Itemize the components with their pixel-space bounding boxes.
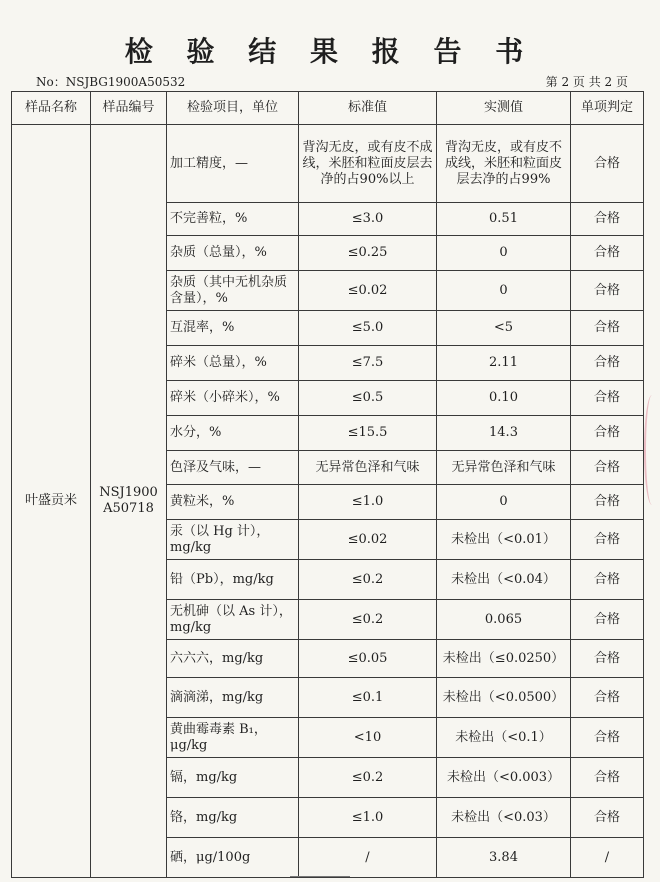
report-number: No：NSJBG1900A50532 [36, 75, 186, 89]
table-header-row [12, 92, 644, 125]
measured-value-cell: 0 [437, 271, 571, 311]
measured-value-cell: 未检出（<0.03） [437, 798, 571, 838]
sample-name-cell: 叶盛贡米 [12, 125, 91, 878]
test-item-cell: 不完善粒，% [167, 203, 299, 236]
sample-id-cell [91, 125, 167, 878]
sample-id-line-2: A50718 [103, 501, 154, 516]
test-item-cell: 碎米（总量），% [167, 346, 299, 381]
standard-value-cell: ≤0.05 [299, 640, 437, 678]
test-item-cell: 色泽及气味，— [167, 451, 299, 485]
measured-value-cell: 未检出（<0.04） [437, 560, 571, 600]
header-measured-value: 实测值 [437, 92, 571, 125]
judgement-cell: 合格 [571, 520, 644, 560]
test-item-cell: 汞（以 Hg 计），mg/kg [167, 520, 299, 560]
judgement-cell: 合格 [571, 485, 644, 520]
judgement-cell: / [571, 838, 644, 878]
measured-value-cell: 未检出（<0.0500） [437, 678, 571, 718]
judgement-cell: 合格 [571, 798, 644, 838]
judgement-cell: 合格 [571, 416, 644, 451]
judgement-cell: 合格 [571, 560, 644, 600]
measured-value-cell: 0.51 [437, 203, 571, 236]
test-item-cell: 黄曲霉毒素 B₁，μg/kg [167, 718, 299, 758]
judgement-cell: 合格 [571, 236, 644, 271]
report-title: 检 验 结 果 报 告 书 [124, 35, 536, 68]
measured-value-cell: 未检出（<0.003） [437, 758, 571, 798]
judgement-cell: 合格 [571, 271, 644, 311]
standard-value-cell: ≤0.2 [299, 560, 437, 600]
standard-value-cell: ≤0.2 [299, 758, 437, 798]
judgement-cell: 合格 [571, 678, 644, 718]
test-item-cell: 碎米（小碎米），% [167, 381, 299, 416]
judgement-cell: 合格 [571, 600, 644, 640]
measured-value-cell: 14.3 [437, 416, 571, 451]
judgement-cell: 合格 [571, 311, 644, 346]
judgement-cell: 合格 [571, 451, 644, 485]
standard-value-cell: 无异常色泽和气味 [299, 451, 437, 485]
page-indicator: 第 2 页 共 2 页 [545, 75, 628, 89]
standard-value-cell: ≤0.02 [299, 520, 437, 560]
judgement-cell: 合格 [571, 758, 644, 798]
header-sample-name: 样品名称 [12, 92, 91, 125]
measured-value-cell: <5 [437, 311, 571, 346]
measured-value-cell: 背沟无皮，或有皮不成线，米胚和粒面皮层去净的占99% [437, 125, 571, 203]
judgement-cell: 合格 [571, 381, 644, 416]
measured-value-cell: 3.84 [437, 838, 571, 878]
test-item-cell: 铬，mg/kg [167, 798, 299, 838]
test-item-cell: 镉，mg/kg [167, 758, 299, 798]
standard-value-cell: ≤1.0 [299, 485, 437, 520]
measured-value-cell: 未检出（<0.01） [437, 520, 571, 560]
measured-value-cell: 未检出（<0.1） [437, 718, 571, 758]
standard-value-cell: ≤7.5 [299, 346, 437, 381]
test-item-cell: 杂质（总量），% [167, 236, 299, 271]
judgement-cell: 合格 [571, 718, 644, 758]
test-item-cell: 硒，μg/100g [167, 838, 299, 878]
standard-value-cell: ≤15.5 [299, 416, 437, 451]
test-item-cell: 铅（Pb），mg/kg [167, 560, 299, 600]
test-item-cell: 黄粒米，% [167, 485, 299, 520]
measured-value-cell: 无异常色泽和气味 [437, 451, 571, 485]
measured-value-cell: 0.065 [437, 600, 571, 640]
standard-value-cell: ≤0.2 [299, 600, 437, 640]
test-item-cell: 杂质（其中无机杂质含量），% [167, 271, 299, 311]
measured-value-cell: 2.11 [437, 346, 571, 381]
judgement-cell: 合格 [571, 346, 644, 381]
standard-value-cell: ≤1.0 [299, 798, 437, 838]
header-test-item: 检验项目，单位 [167, 92, 299, 125]
standard-value-cell: / [299, 838, 437, 878]
test-item-cell: 水分，% [167, 416, 299, 451]
measured-value-cell: 0.10 [437, 381, 571, 416]
inspection-results-table [11, 91, 644, 878]
table-row [12, 125, 644, 203]
standard-value-cell: ≤3.0 [299, 203, 437, 236]
test-item-cell: 六六六，mg/kg [167, 640, 299, 678]
standard-value-cell: 背沟无皮，或有皮不成线，米胚和粒面皮层去净的占90%以上 [299, 125, 437, 203]
measured-value-cell: 未检出（≤0.0250） [437, 640, 571, 678]
judgement-cell: 合格 [571, 203, 644, 236]
standard-value-cell: ≤5.0 [299, 311, 437, 346]
standard-value-cell: ≤0.5 [299, 381, 437, 416]
judgement-cell: 合格 [571, 125, 644, 203]
test-item-cell: 互混率，% [167, 311, 299, 346]
judgement-cell: 合格 [571, 640, 644, 678]
standard-value-cell: <10 [299, 718, 437, 758]
measured-value-cell: 0 [437, 236, 571, 271]
red-seal-stamp [644, 395, 660, 505]
footer-mark [290, 876, 350, 881]
test-item-cell: 无机砷（以 As 计），mg/kg [167, 600, 299, 640]
standard-value-cell: ≤0.1 [299, 678, 437, 718]
header-judgement: 单项判定 [571, 92, 644, 125]
test-item-cell: 滴滴涕，mg/kg [167, 678, 299, 718]
header-standard-value: 标准值 [299, 92, 437, 125]
test-item-cell: 加工精度，— [167, 125, 299, 203]
sample-id-line-1: NSJ1900 [99, 485, 158, 500]
standard-value-cell: ≤0.25 [299, 236, 437, 271]
measured-value-cell: 0 [437, 485, 571, 520]
header-sample-id: 样品编号 [91, 92, 167, 125]
standard-value-cell: ≤0.02 [299, 271, 437, 311]
